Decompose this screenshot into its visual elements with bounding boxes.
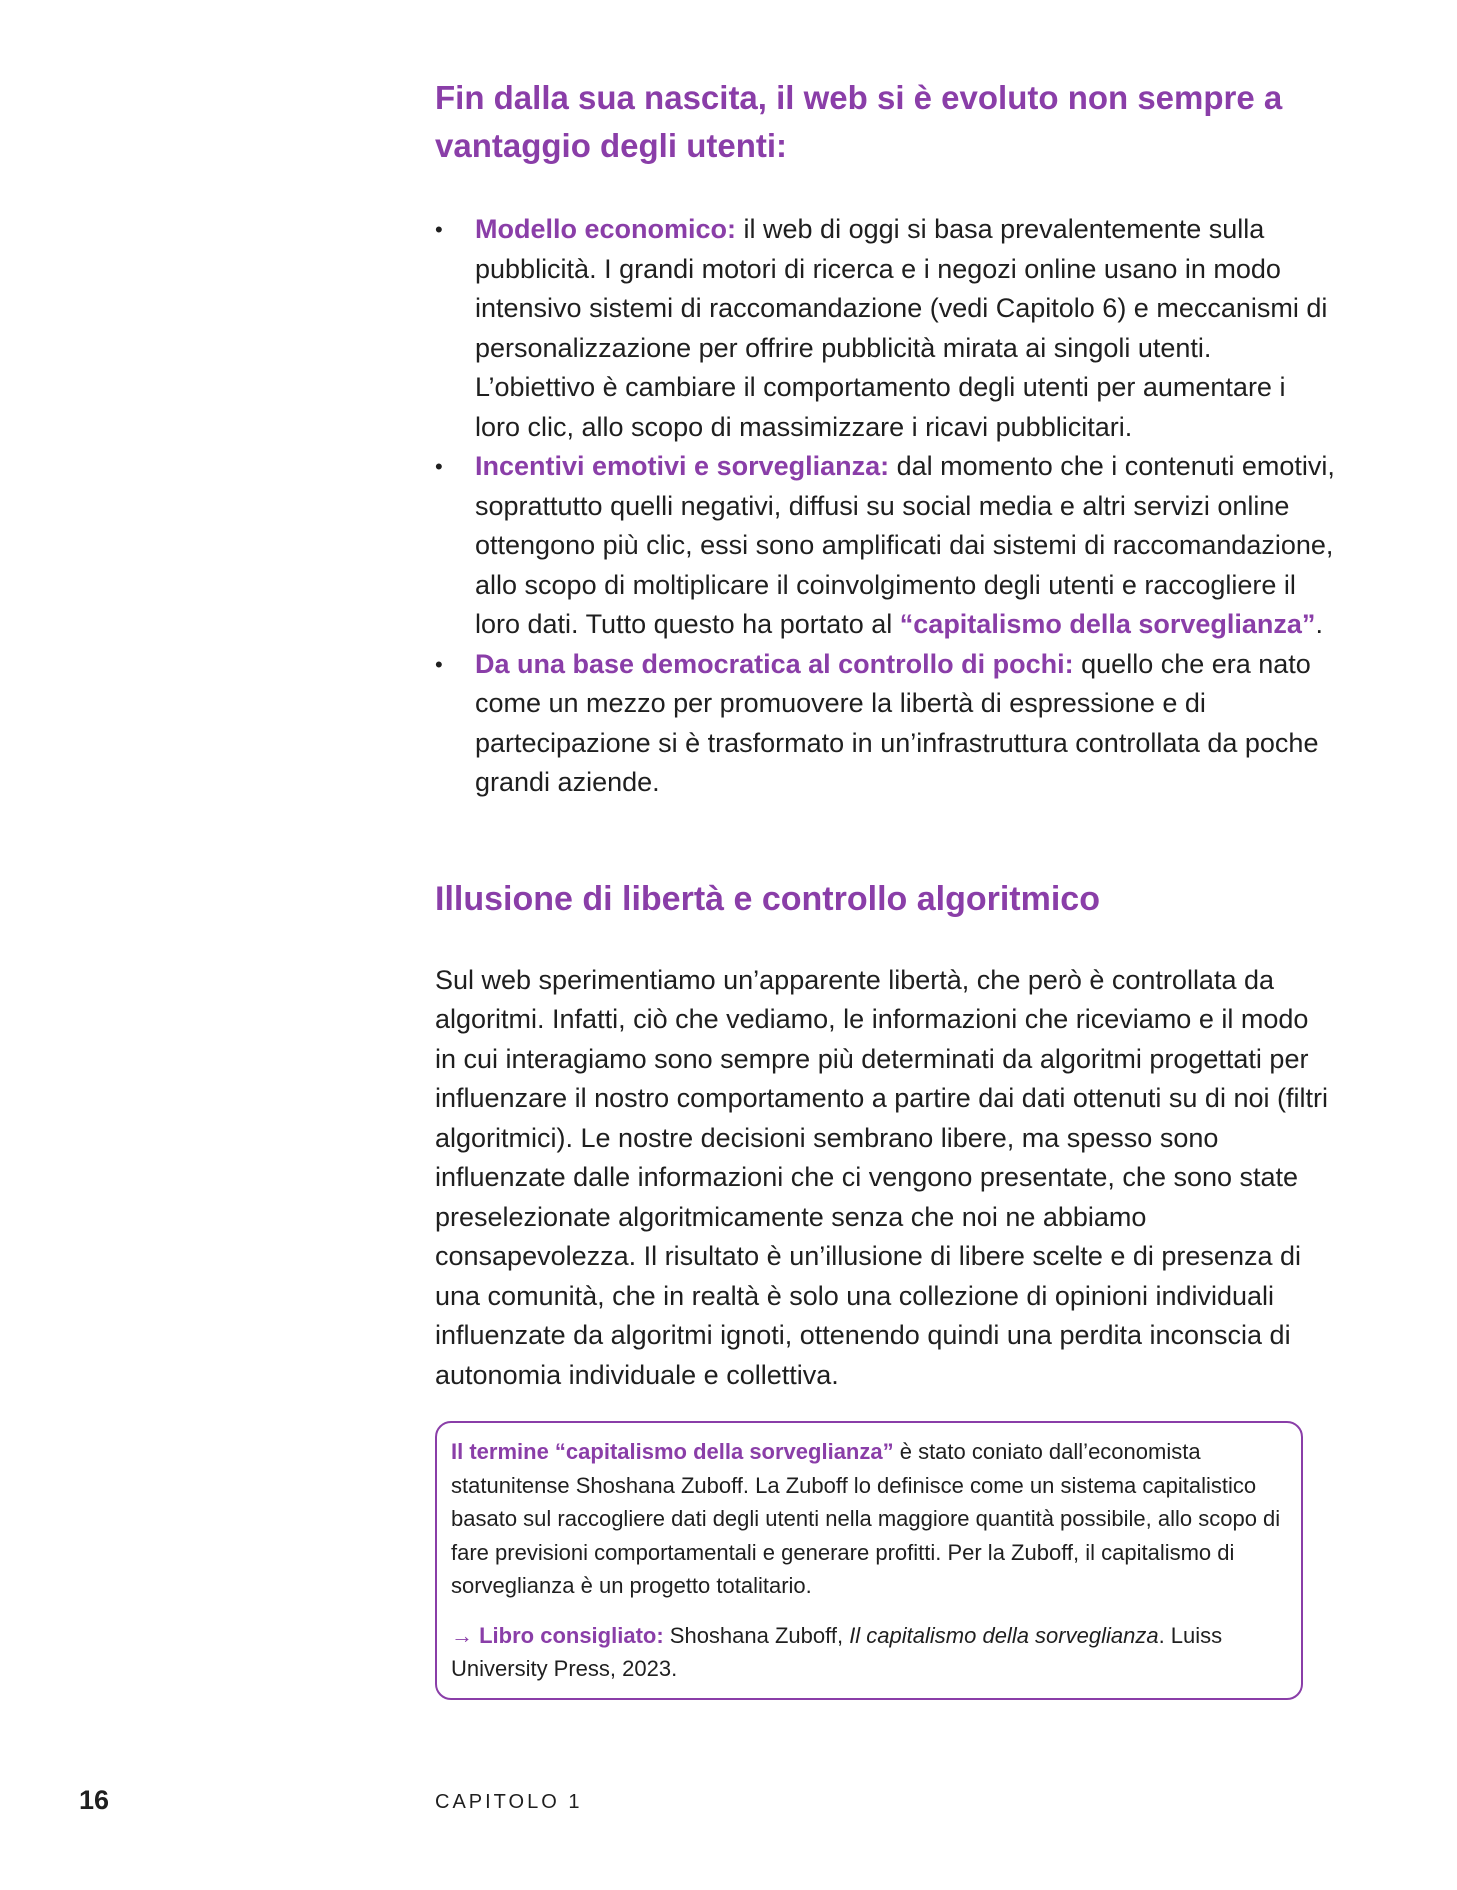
list-item-emotional-incentives	[435, 447, 1335, 645]
book-publisher: . Luiss University Press, 2023.	[451, 1622, 1223, 1681]
section-body: Sul web sperimentiamo un’apparente libertà, che però è controllata da algoritmi. Infatti, ciò che vediamo, le informazioni che riceviamo e il modo in cui interagiamo sono sempre più determinati da algoritmi progettati per influenzare il nostro comportamento a partire dai dati ottenuti su di noi (filtri algoritmici). Le nostre decisioni sembrano libere, ma spesso sono influenzate dalle informazioni che ci vengono presentate, che sono state preselezionate algoritmicamente senza che noi ne abbiamo consapevolezza. Il risultato è un’illusione di libere scelte e di presenza di una comunità, che in realtà è solo una collezione di opinioni individuali influenzate da algoritmi ignoti, ottenendo quindi una perdita inconscia di autonomia individuale e collettiva.	[435, 964, 1328, 1390]
list-item-democratic-base	[435, 645, 1335, 803]
info-box-body: è stato coniato dall’economista statunitense Shoshana Zuboff. La Zuboff lo definisce come un sistema capitalistico basato sul raccogliere dati degli utenti nella maggiore quantità possibile, allo scopo di fare previsioni comportamentali e generare profitti. Per la Zuboff, il capitalismo di sorveglianza è un progetto totalitario.	[451, 1439, 1281, 1598]
list-item-text: dal momento che i contenuti emotivi, soprattutto quelli negativi, diffusi su social media e altri servizi online ottengono più clic, essi sono amplificati dai sistemi di raccomandazione, allo scopo di moltiplicare il coinvolgimento degli utenti e raccogliere il loro dati. Tutto questo ha portato al	[475, 451, 1335, 639]
list-item-text: il web di oggi si basa prevalentemente sulla pubblicità. I grandi motori di ricerca e i negozi online usano in modo intensivo sistemi di raccomandazione (vedi Capitolo 6) e meccanismi di personalizzazione per offrire pubblicità mirata ai singoli utenti. L’obiettivo è cambiare il comportamento degli utenti per aumentare i loro clic, allo scopo di massimizzare i ricavi pubblicitari.	[475, 214, 1328, 442]
list-item-text: quello che era nato come un mezzo per promuovere la libertà di espressione e di partecipazione si è trasformato in un’infrastruttura controllata da poche grandi aziende.	[475, 648, 1319, 797]
book-title: Il capitalismo della sorveglianza	[849, 1622, 1159, 1648]
page-content	[435, 74, 1335, 1700]
section-heading: Illusione di libertà e controllo algoritmico	[435, 879, 1100, 918]
info-box-title: Il termine “capitalismo della sorveglianza”	[451, 1439, 894, 1464]
info-box-text	[451, 1435, 1287, 1603]
chapter-label: CAPITOLO 1	[435, 1791, 583, 1813]
list-item-highlight: “capitalismo della sorveglianza”	[899, 609, 1316, 639]
intro-heading: Fin dalla sua nascita, il web si è evoluto non sempre a vantaggio degli utenti:	[435, 79, 1283, 164]
book-recommendation	[451, 1619, 1287, 1686]
list-item-title: Da una base democratica al controllo di pochi:	[475, 648, 1074, 679]
info-box	[435, 1421, 1303, 1700]
bullet-icon: •	[435, 651, 443, 677]
list-item-title: Modello economico:	[475, 214, 737, 244]
list-item-title: Incentivi emotivi e sorveglianza:	[475, 451, 890, 481]
bullet-list	[435, 210, 1335, 803]
list-item-economic-model	[435, 210, 1335, 447]
page-number: 16	[79, 1785, 110, 1815]
book-recommendation-label: → Libro consigliato:	[451, 1622, 664, 1648]
bullet-icon: •	[435, 454, 443, 479]
bullet-icon: •	[435, 217, 443, 242]
book-author: Shoshana Zuboff,	[663, 1622, 850, 1648]
list-item-end: .	[1315, 609, 1323, 639]
